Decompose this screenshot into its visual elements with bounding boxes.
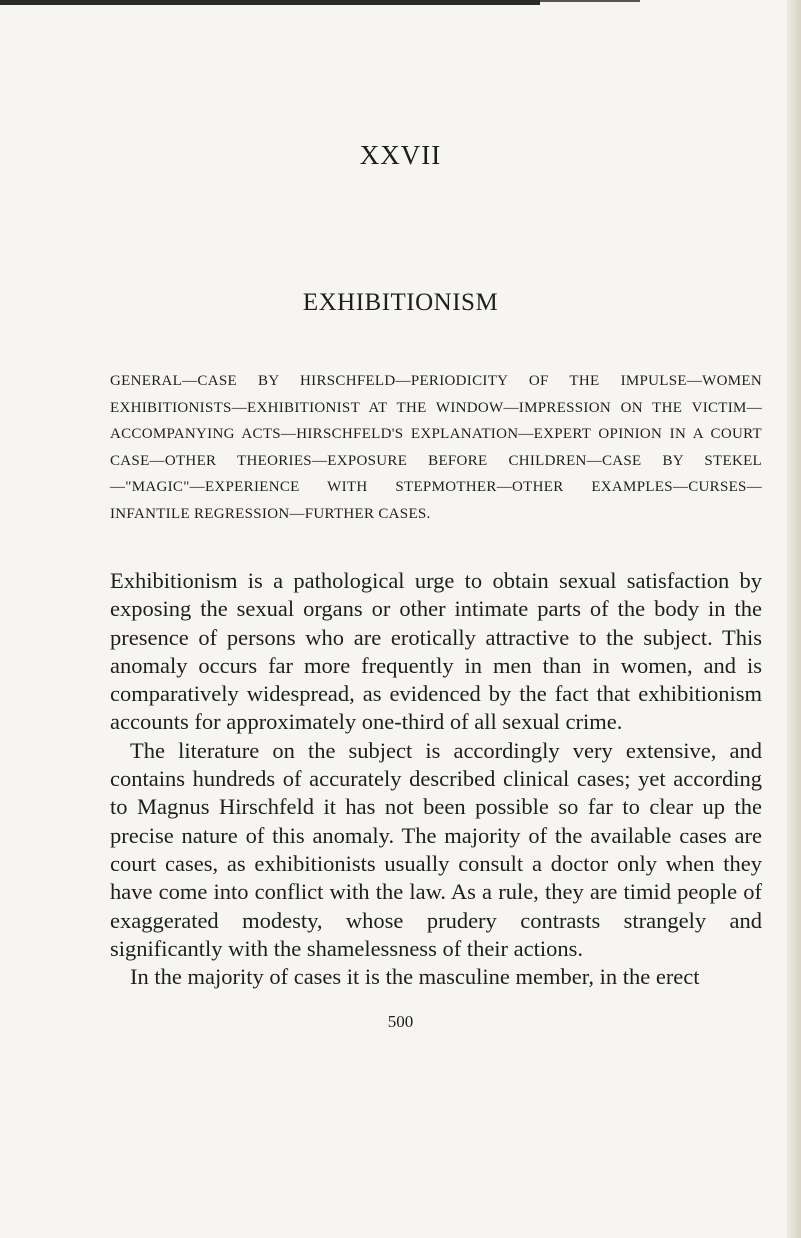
body-text xyxy=(110,567,762,991)
top-edge-rule-thin xyxy=(540,0,640,2)
chapter-synopsis: GENERAL—CASE BY HIRSCHFELD—PERIODICITY OF THE IMPULSE—WOMEN EXHIBITIONISTS—EXHIBITIONIST AT THE WINDOW—IMPRESSION ON THE VICTIM—ACCOMPANYING ACTS—HIRSCHFELD'S EXPLANATION—EXPERT OPINION IN A COURT CASE—OTHER THEORIES—EXPOSURE BEFORE CHILDREN—CASE BY STEKEL—"MAGIC"—EXPERIENCE WITH STEPMOTHER—OTHER EXAMPLES—CURSES—INFANTILE REGRESSION—FURTHER CASES. xyxy=(110,373,762,522)
page-edge-shadow xyxy=(787,0,801,1238)
top-edge-rule xyxy=(0,0,540,5)
page-number: 500 xyxy=(387,1012,414,1031)
paragraph: Exhibitionism is a pathological urge to obtain sexual satisfaction by exposing the sexual organs or other intimate parts of the body in the presence of persons who are erotically attractive to the subject. This anomaly occurs far more frequently in men than in women, and is comparatively widespread, as evidenced by the fact that exhibitionism accounts for approximately one-third of all sexual crime. xyxy=(110,568,762,735)
chapter-number: XXVII xyxy=(359,140,442,170)
chapter-title: EXHIBITIONISM xyxy=(302,289,499,316)
paragraph: In the majority of cases it is the masculine member, in the erect xyxy=(130,964,700,990)
paragraph: The literature on the subject is accordingly very extensive, and contains hundreds of accurately described clinical cases; yet according to Magnus Hirschfeld it has not been possible so far to clear up the precise nature of this anomaly. The majority of the available cases are court cases, as exhibitionists usually consult a doctor only when they have come into conflict with the law. As a rule, they are timid people of exaggerated modesty, whose prudery contrasts strangely and significantly with the shamelessness of their actions. xyxy=(110,737,762,961)
